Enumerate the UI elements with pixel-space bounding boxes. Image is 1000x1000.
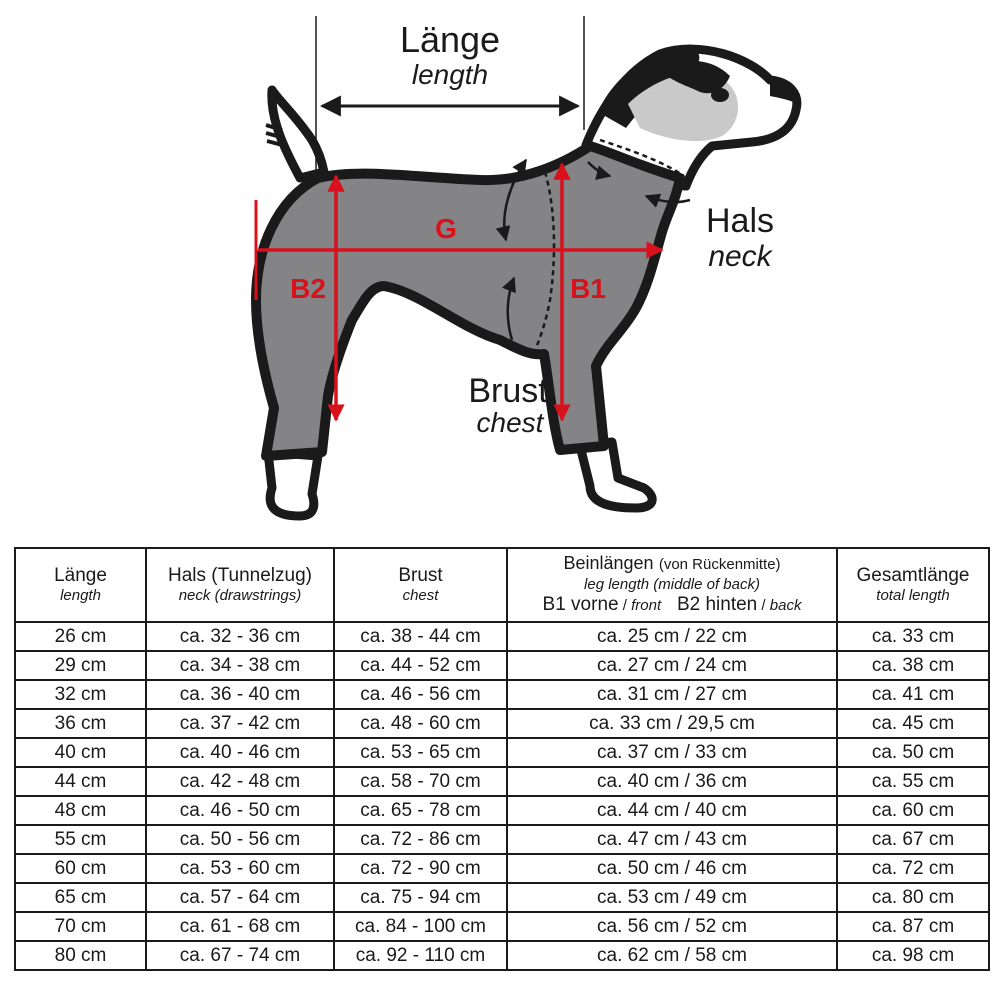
cell-neck: ca. 40 - 46 cm [146, 738, 334, 767]
table-row [15, 622, 989, 651]
cell-chest: ca. 48 - 60 cm [334, 709, 507, 738]
size-table [14, 547, 990, 971]
cell-total-length: ca. 80 cm [837, 883, 989, 912]
cell-length: 26 cm [15, 622, 146, 651]
table-row [15, 854, 989, 883]
cell-length: 60 cm [15, 854, 146, 883]
cell-leg-lengths: ca. 47 cm / 43 cm [507, 825, 837, 854]
cell-length: 80 cm [15, 941, 146, 970]
header-total [837, 548, 989, 622]
cell-leg-lengths: ca. 27 cm / 24 cm [507, 651, 837, 680]
cell-leg-lengths: ca. 44 cm / 40 cm [507, 796, 837, 825]
header-neck-en: neck (drawstrings) [178, 587, 302, 604]
table-header-row [15, 548, 989, 622]
cell-length: 70 cm [15, 912, 146, 941]
cell-total-length: ca. 98 cm [837, 941, 989, 970]
cell-neck: ca. 46 - 50 cm [146, 796, 334, 825]
header-total-de: Gesamtlänge [856, 565, 970, 586]
cell-chest: ca. 53 - 65 cm [334, 738, 507, 767]
cell-leg-lengths: ca. 40 cm / 36 cm [507, 767, 837, 796]
cell-length: 29 cm [15, 651, 146, 680]
label-g: G [435, 213, 457, 244]
label-length-de: Länge [399, 19, 501, 60]
cell-neck: ca. 61 - 68 cm [146, 912, 334, 941]
header-length [15, 548, 146, 622]
header-length-en: length [60, 587, 101, 604]
cell-chest: ca. 46 - 56 cm [334, 680, 507, 709]
table-row [15, 941, 989, 970]
header-total-en: total length [876, 587, 950, 604]
header-legs-b1: B1 vorne [542, 594, 619, 615]
cell-neck: ca. 50 - 56 cm [146, 825, 334, 854]
cell-neck: ca. 53 - 60 cm [146, 854, 334, 883]
header-legs-de: Beinlängen [563, 553, 654, 573]
cell-total-length: ca. 55 cm [837, 767, 989, 796]
header-length-de: Länge [54, 565, 107, 586]
cell-chest: ca. 44 - 52 cm [334, 651, 507, 680]
label-chest-de: Brust [468, 372, 548, 410]
cell-leg-lengths: ca. 62 cm / 58 cm [507, 941, 837, 970]
label-neck-en: neck [708, 240, 772, 273]
table-row [15, 883, 989, 912]
cell-chest: ca. 65 - 78 cm [334, 796, 507, 825]
cell-neck: ca. 67 - 74 cm [146, 941, 334, 970]
header-legs-b1-en: front [631, 597, 662, 614]
header-neck-de: Hals (Tunnelzug) [168, 565, 312, 586]
header-neck [146, 548, 334, 622]
cell-total-length: ca. 38 cm [837, 651, 989, 680]
cell-total-length: ca. 50 cm [837, 738, 989, 767]
cell-total-length: ca. 60 cm [837, 796, 989, 825]
cell-length: 36 cm [15, 709, 146, 738]
cell-length: 65 cm [15, 883, 146, 912]
cell-leg-lengths: ca. 50 cm / 46 cm [507, 854, 837, 883]
label-length-en: length [411, 59, 489, 90]
table-row [15, 680, 989, 709]
label-neck-de: Hals [705, 202, 775, 240]
label-b1: B1 [570, 273, 606, 304]
cell-leg-lengths: ca. 25 cm / 22 cm [507, 622, 837, 651]
cell-chest: ca. 38 - 44 cm [334, 622, 507, 651]
cell-neck: ca. 37 - 42 cm [146, 709, 334, 738]
table-row [15, 912, 989, 941]
header-legs-en: leg length (middle of back) [584, 576, 760, 593]
cell-neck: ca. 34 - 38 cm [146, 651, 334, 680]
header-legs-b2-en: back [769, 597, 802, 614]
cell-chest: ca. 92 - 110 cm [334, 941, 507, 970]
header-legs-b1-sep: / [618, 597, 632, 614]
cell-neck: ca. 32 - 36 cm [146, 622, 334, 651]
cell-length: 32 cm [15, 680, 146, 709]
label-chest-en: chest [476, 407, 544, 438]
cell-leg-lengths: ca. 56 cm / 52 cm [507, 912, 837, 941]
cell-neck: ca. 36 - 40 cm [146, 680, 334, 709]
cell-leg-lengths: ca. 53 cm / 49 cm [507, 883, 837, 912]
header-chest-en: chest [402, 587, 439, 604]
cell-total-length: ca. 87 cm [837, 912, 989, 941]
cell-total-length: ca. 72 cm [837, 854, 989, 883]
table-row [15, 825, 989, 854]
cell-length: 48 cm [15, 796, 146, 825]
table-row [15, 651, 989, 680]
cell-length: 55 cm [15, 825, 146, 854]
table-row [15, 767, 989, 796]
cell-chest: ca. 72 - 86 cm [334, 825, 507, 854]
cell-neck: ca. 42 - 48 cm [146, 767, 334, 796]
cell-total-length: ca. 41 cm [837, 680, 989, 709]
cell-total-length: ca. 33 cm [837, 622, 989, 651]
cell-length: 40 cm [15, 738, 146, 767]
table-row [15, 709, 989, 738]
header-legs-b2-sep: / [757, 597, 770, 614]
cell-chest: ca. 75 - 94 cm [334, 883, 507, 912]
header-legs [507, 548, 837, 622]
table-row [15, 738, 989, 767]
header-legs-b2: B2 hinten [676, 594, 758, 615]
cell-total-length: ca. 45 cm [837, 709, 989, 738]
header-chest [334, 548, 507, 622]
cell-total-length: ca. 67 cm [837, 825, 989, 854]
table-row [15, 796, 989, 825]
cell-length: 44 cm [15, 767, 146, 796]
cell-chest: ca. 58 - 70 cm [334, 767, 507, 796]
cell-leg-lengths: ca. 33 cm / 29,5 cm [507, 709, 837, 738]
label-b2: B2 [290, 273, 326, 304]
header-chest-de: Brust [398, 565, 443, 586]
cell-leg-lengths: ca. 31 cm / 27 cm [507, 680, 837, 709]
cell-chest: ca. 72 - 90 cm [334, 854, 507, 883]
header-legs-de-note: (von Rückenmitte) [658, 556, 781, 573]
cell-neck: ca. 57 - 64 cm [146, 883, 334, 912]
cell-chest: ca. 84 - 100 cm [334, 912, 507, 941]
cell-leg-lengths: ca. 37 cm / 33 cm [507, 738, 837, 767]
